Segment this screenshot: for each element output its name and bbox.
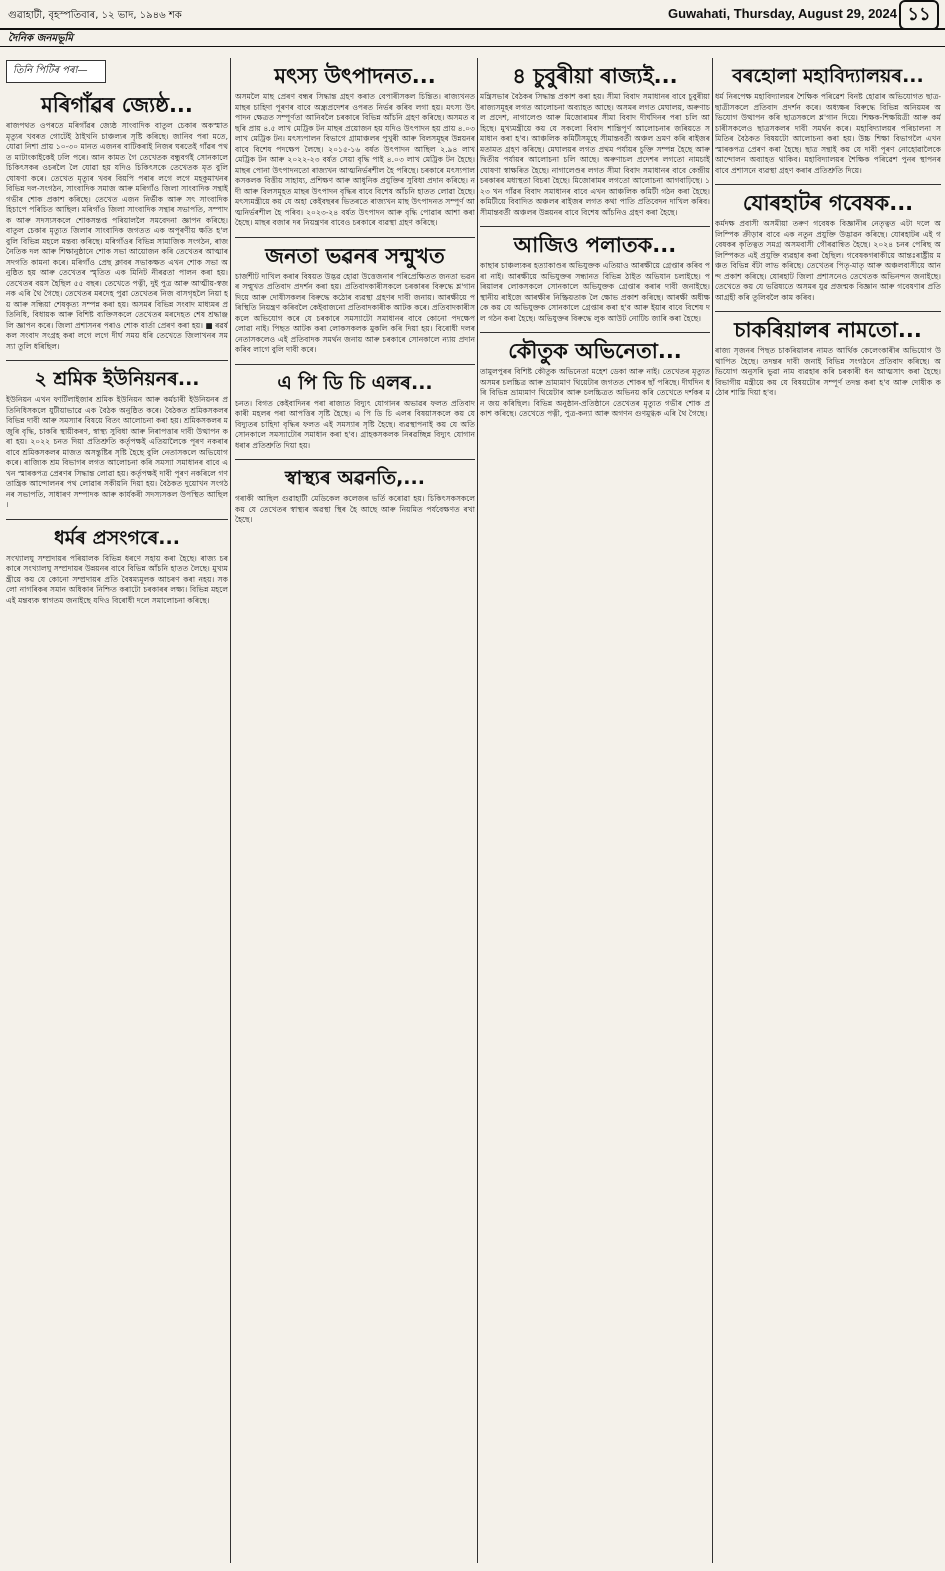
- article-body: ইউনিয়ন এখন ফাৰ্টিলাইজাৰ শ্ৰমিক ইউনিয়ন আৰু কৰ্মচাৰী ইউনিয়নৰ প্ৰতিনিধিসকলে যুটীয়াভাৱে এক বৈঠক অনুষ্ঠিত কৰে। বৈঠকত শ্ৰমিকসকলৰ বিভিন্ন দাবী আৰু সমস্যাৰ বিষয়ে বিতং আলোচনা কৰা হয়। শ্ৰমিকসকলৰ মজুৰি বৃদ্ধি, চাকৰি স্থায়ীকৰণ, স্বাস্থ্য সুবিধা আৰু নিৰাপত্তাৰ দাবী উত্থাপন কৰা হয়। ২০২২ চনত দিয়া প্ৰতিশ্ৰুতি কৰ্তৃপক্ষই এতিয়ালৈকে পূৰণ নকৰাৰ বাবে শ্ৰমিকসকলৰ মাজত অসন্তুষ্টিৰ সৃষ্টি হৈছে বুলি নেতাসকলে অভিযোগ কৰে। ৰাজ্যিক শ্ৰম বিভাগৰ লগত আলোচনা কৰি সমস্যা সমাধানৰ বাবে এখন স্মাৰকপত্ৰ প্ৰেৰণৰ সিদ্ধান্ত লোৱা হয়। কৰ্তৃপক্ষই দাবী পূৰণ নকৰিলে গণতান্ত্ৰিক আন্দোলনৰ পথ লোৱাৰ সকীয়নি দিয়া হয়। বৈঠকত দুয়োখন সংগঠনৰ সভাপতি, সাধাৰণ সম্পাদক আৰু কাৰ্যকৰী সদস্যসকল উপস্থিত আছিল।: [6, 395, 228, 509]
- article-headline: মৰিগাঁৱৰ জ্যেষ্ঠ...: [41, 93, 193, 117]
- article: [715, 191, 941, 303]
- article: [235, 466, 475, 526]
- article: [6, 93, 228, 352]
- date-english: Guwahati, Thursday, August 29, 2024: [667, 6, 897, 21]
- article-body: গৰাকী আছিল গুৱাহাটী মেডিকেল কলেজৰ ভৰ্তি কৰোৱা হয়। চিকিৎসকসকলে কয় যে তেখেতৰ স্বাস্থ্যৰ অৱস্থা স্থিৰ হৈ আছে আৰু নিয়মিত পৰ্যবেক্ষণত ৰখা হৈছে।: [235, 494, 475, 524]
- article: [235, 371, 475, 452]
- column-rule: [230, 58, 231, 1563]
- article-headline: চাকৰিয়ালৰ নামতো...: [734, 318, 922, 342]
- page-header: [0, 0, 945, 58]
- column-4: [715, 58, 941, 1563]
- divider: [235, 459, 475, 460]
- article: [6, 367, 228, 511]
- divider: [715, 311, 941, 312]
- article-headline: স্বাস্থ্যৰ অৱনতি,...: [285, 467, 425, 489]
- article-headline: ২ শ্ৰমিক ইউনিয়নৰ...: [34, 368, 200, 390]
- article: [480, 233, 710, 324]
- article-body: চাৰ্জশীট দাখিল কৰাৰ বিষয়ত উদ্ভৱ হোৱা উত্তেজনাৰ পৰিপ্ৰেক্ষিতত জনতা ভৱনৰ সন্মুখত প্ৰতিবাদ প্ৰদৰ্শন কৰা হয়। প্ৰতিবাদকাৰীসকলে চৰকাৰৰ বিৰুদ্ধে শ্ল'গান দিয়ে আৰু দোষীসকলৰ বিৰুদ্ধে কঠোৰ ব্যৱস্থা গ্ৰহণৰ দাবী জনায়। আৰক্ষীয়ে পৰিস্থিতি নিয়ন্ত্ৰণ কৰিবলৈ কেইবাজনো প্ৰতিবাদকাৰীক আটক কৰে। প্ৰতিবাদকাৰীসকলে অভিযোগ কৰে যে চৰকাৰে সমস্যাটো সমাধানৰ বাবে কোনো পদক্ষেপ লোৱা নাই। পিছত আটক কৰা লোকসকলক মুকলি কৰি দিয়া হয়। বিৰোধী দলৰ নেতাসকলেও এই প্ৰতিবাদক সমৰ্থন জনায় আৰু চৰকাৰে সোনকালে ন্যায় প্ৰদান কৰিব লাগে বুলি দাবী কৰে।: [235, 271, 475, 354]
- column-rule: [477, 58, 478, 1563]
- article-body: কাছাৰ চাঞ্চল্যকৰ হত্যাকাণ্ডৰ অভিযুক্তক এতিয়াও আৰক্ষীয়ে গ্ৰেপ্তাৰ কৰিব পৰা নাই। আৰক্ষীয়ে অভিযুক্তৰ সন্ধানত বিভিন্ন ঠাইত অভিযান চলাইছে। পৰিয়ালৰ লোকসকলে সোনকালে অভিযুক্তক গ্ৰেপ্তাৰ কৰাৰ দাবী জনাইছে। স্থানীয় ৰাইজে আৰক্ষীৰ নিষ্ক্ৰিয়তাক লৈ ক্ষোভ প্ৰকাশ কৰিছে। আৰক্ষী অধীক্ষকে কয় যে অভিযুক্তক সোনকালে গ্ৰেপ্তাৰ কৰা হ'ব আৰু ইয়াৰ বাবে বিশেষ দল গঠন কৰা হৈছে। অভিযুক্তৰ বিৰুদ্ধে লুক আউট নোটিচ জাৰি কৰা হৈছে।: [480, 261, 710, 323]
- article-body: ধৰ্ম নিৰপেক্ষ মহাবিদ্যালয়ৰ শৈক্ষিক পৰিৱেশ বিনষ্ট হোৱাৰ অভিযোগত ছাত্ৰ-ছাত্ৰীসকলে প্ৰতিবাদ প্ৰদৰ্শন কৰে। অধ্যক্ষৰ বিৰুদ্ধে বিভিন্ন অনিয়মৰ অভিযোগ উত্থাপন কৰি ছাত্ৰসকলে শ্ল'গান দিয়ে। শিক্ষক-শিক্ষয়িত্ৰী আৰু কৰ্মচাৰীসকলেও ছাত্ৰসকলৰ দাবী সমৰ্থন কৰে। মহাবিদ্যালয়ৰ পৰিচালনা সমিতিৰ বৈঠকত বিষয়টো আলোচনা কৰা হয়। উচ্চ শিক্ষা বিভাগলৈ এখন স্মাৰকপত্ৰ প্ৰেৰণ কৰা হৈছে। ছাত্ৰ সন্থাই কয় যে দাবী পূৰণ নোহোৱালৈকে আন্দোলন অব্যাহত থাকিব। মহাবিদ্যালয়ৰ শৈক্ষিক পৰিৱেশ পুনৰ স্থাপনৰ বাবে প্ৰশাসনে ব্যৱস্থা গ্ৰহণ কৰাৰ প্ৰতিশ্ৰুতি দিয়ে।: [715, 92, 941, 175]
- article-headline: আজিও পলাতক...: [513, 233, 677, 257]
- continued-tag: তিনি পিটিৰ পৰা—: [6, 60, 106, 83]
- article: [480, 339, 710, 420]
- article-headline: এ পি ডি চি এলৰ...: [277, 371, 433, 394]
- article: [715, 64, 941, 176]
- divider: [235, 237, 475, 238]
- article-body: ৰাজ্য সৃজনৰ পিছত চাকৰিয়ালৰ নামত আৰ্থিক কেলেংকাৰীৰ অভিযোগ উত্থাপিত হৈছে। তদন্তৰ দাবী জনাই বিভিন্ন সংগঠনে প্ৰতিবাদ কৰিছে। অভিযোগ অনুসৰি ভুৱা নাম ব্যৱহাৰ কৰি চৰকাৰী ধন আত্মসাৎ কৰা হৈছে। বিভাগীয় মন্ত্ৰীয়ে কয় যে বিষয়টোৰ সম্পূৰ্ণ তদন্ত কৰা হ'ব আৰু দোষীক কঠোৰ শাস্তি দিয়া হ'ব।: [715, 346, 941, 397]
- paper-name: দৈনিক জনমভূমি: [8, 33, 73, 44]
- article-body: চনত। বিগত কেইবাদিনৰ পৰা ৰাজ্যত বিদ্যুৎ যোগানৰ অভাৱৰ ফলত প্ৰতিবাদকাৰী মহলৰ পৰা আপত্তিৰ সৃষ্টি হৈছে। এ পি ডি চি এলৰ বিষয়াসকলে কয় যে বিদ্যুতৰ চাহিদা বৃদ্ধিৰ ফলত এই সমস্যাৰ সৃষ্টি হৈছে। ব্যৱস্থাপনাই কয় যে অতি সোনকালে সমস্যাটোৰ সমাধান কৰা হ'ব। গ্ৰাহকসকলক নিৰৱচ্ছিন্ন বিদ্যুৎ যোগান ধৰাৰ প্ৰতিশ্ৰুতি দিয়া হয়।: [235, 398, 475, 450]
- article: [235, 244, 475, 356]
- masthead: [0, 28, 945, 47]
- divider: [715, 184, 941, 185]
- column-1: [6, 58, 228, 1563]
- article: [235, 64, 475, 229]
- divider: [6, 519, 228, 520]
- column-rule: [712, 58, 713, 1563]
- article-body: অসমলৈ মাছ প্ৰেৰণ বন্ধৰ সিদ্ধান্ত গ্ৰহণ কৰাত বেপাৰীসকল চিন্তিত। ৰাজ্যখনত মাছৰ চাহিদা পূৰণৰ বাবে অন্ধ্ৰপ্ৰদেশৰ ওপৰত নিৰ্ভৰ কৰিব লগা হয়। মৎস্য উৎপাদন ক্ষেত্ৰত সম্পূৰ্ণতা আনিবলৈ চৰকাৰে বিভিন্ন আঁচনি গ্ৰহণ কৰিছে। অসমত বছৰি প্ৰায় ৪.৫ লাখ মেট্ৰিক টন মাছৰ প্ৰয়োজন হয় যদিও উৎপাদন হয় প্ৰায় ৪.০৩ লাখ মেট্ৰিক টন। মৎস্যপালন বিভাগে গ্ৰামাঞ্চলৰ পুখুৰী আৰু বিলসমূহৰ উন্নয়নৰ বাবে বিশেষ পদক্ষেপ লৈছে। ২০১৫-১৬ বৰ্ষত উৎপাদন আছিল ২.৯৪ লাখ মেট্ৰিক টন আৰু ২০২২-২৩ বৰ্ষত সেয়া বৃদ্ধি পাই ৪.০৩ লাখ মেট্ৰিক টন হৈছে। মাছৰ পোনা উৎপাদনতো ৰাজ্যখন আত্মনিৰ্ভৰশীল হৈ পৰিছে। চৰকাৰে মৎস্যপালকসকলক বিত্তীয় সাহায্য, প্ৰশিক্ষণ আৰু আধুনিক প্ৰযুক্তিৰ সুবিধা প্ৰদান কৰিছে। নদী আৰু বিলসমূহত মাছৰ উৎপাদন বৃদ্ধিৰ বাবে বিশেষ আঁচনি হাতত লোৱা হৈছে। মৎস্যমন্ত্ৰীয়ে কয় যে অহা কেইবছৰৰ ভিতৰতে ৰাজ্যখন মাছ উৎপাদনত সম্পূৰ্ণ আত্মনিৰ্ভৰশীল হৈ পৰিব। ২০২৩-২৪ বৰ্ষত উৎপাদন আৰু বৃদ্ধি পোৱাৰ আশা কৰা হৈছে। মাছৰ বজাৰ দৰ নিয়ন্ত্ৰণৰ বাবেও চৰকাৰে ব্যৱস্থা গ্ৰহণ কৰিছে।: [235, 92, 475, 227]
- divider: [6, 360, 228, 361]
- article-body: কৰ্মদক্ষ প্ৰবাসী অসমীয়া তৰুণ গবেষক বিজ্ঞানীৰ নেতৃত্বত এটা দলে অলিম্পিক ক্ৰীড়াৰ বাবে এক নতুন প্ৰযুক্তি উদ্ভাৱন কৰিছে। যোৰহাটৰ এই গবেষকৰ কৃতিত্বত সমগ্ৰ অসমবাসী গৌৰৱান্বিত হৈছে। ২০২৪ চনৰ পেৰিছ অলিম্পিকত এই প্ৰযুক্তি ব্যৱহাৰ কৰা হৈছিল। গবেষকগৰাকীয়ে আন্তঃৰাষ্ট্ৰীয় মঞ্চত বিভিন্ন বঁটা লাভ কৰিছে। তেখেতৰ পিতৃ-মাতৃ আৰু অঞ্চলবাসীয়ে আনন্দ প্ৰকাশ কৰিছে। যোৰহাট জিলা প্ৰশাসনেও তেখেতক অভিনন্দন জনাইছে। তেখেতে কয় যে ভৱিষ্যতে অসমৰ যুৱ প্ৰজন্মক বিজ্ঞান আৰু গবেষণাৰ প্ৰতি আগ্ৰহী কৰি তুলিবলৈ কাম কৰিব।: [715, 219, 941, 302]
- article-headline: যোৰহাটৰ গবেষক...: [742, 191, 914, 215]
- article-headline: মৎস্য উৎপাদনত...: [274, 64, 436, 88]
- article-body: ৰাজপথত ওপৰতে মৰিগাঁৱৰ জ্যেষ্ঠ সাংবাদিক বাতুল চেকাৰ অকস্মাত মৃত্যুৰ খবৰত গোটেই ঠাইখনি চাঞ্চল্যৰ সৃষ্টি কৰিছে। জানিব পৰা মতে, যোৱা নিশা প্ৰায় ১০-৩০ মানত এজনৰ বাটিকৰাই নিজৰ ঘৰতেই গাঁৱৰ পথত মাটাংকাইকেই ঢলি পৰে। আন কামত গৈ তেখেতক বন্ধুবৰ্গই সোনকালে চিকিৎসকৰ ওচৰলৈ লৈ যোৱা হয় যদিও চিকিৎসকে তেখেতক মৃত বুলি ঘোষণা কৰে। তেখেত মৃত্যুৰ খবৰ বিয়পি পৰাৰ লগে লগে মহকুমাখনৰ বিভিন্ন দল-সংগঠন, সাংবাদিক সমাজ আৰু মৰিগাঁও জিলা সাংবাদিক সন্থাই গভীৰ শোক প্ৰকাশ কৰিছে। তেখেত এজন নিৰ্ভীক আৰু সৎ সাংবাদিক হিচাপে পৰিচিত আছিল। মৰিগাঁও জিলা সাংবাদিক সন্থাৰ সভাপতি, সম্পাদক আৰু সদস্যসকলে শোকসন্তপ্ত পৰিয়াললৈ সমবেদনা জ্ঞাপন কৰিছে। বাতুল চেকাৰ মৃত্যুত জিলাৰ সাংবাদিক জগতত এক অপূৰণীয় ক্ষতি হ'ল বুলি বিভিন্ন মহলে মন্তব্য কৰিছে। মৰিগাঁওৰ বিভিন্ন সামাজিক সংগঠন, ৰাজনৈতিক দল আৰু শিক্ষানুষ্ঠানে শোক সভা আয়োজন কৰি তেখেতৰ আত্মাৰ সদগতি কামনা কৰে। মৰিগাঁও প্ৰেছ ক্লাবৰ সভাকক্ষত এখন শোক সভা অনুষ্ঠিত হয় আৰু তেখেতৰ স্মৃতিত এক মিনিট নীৰৱতা পালন কৰা হয়। তেখেতৰ বয়স হৈছিল ৫৫ বছৰ। তেখেতে পত্নী, দুই পুত্ৰ আৰু আত্মীয়-স্বজনক এৰি থৈ গৈছে। তেখেতৰ মৰদেহ পুৱা তেখেতৰ নিজ বাসগৃহলৈ নিয়া হয় আৰু সন্ধিয়া শেষকৃত্য সম্পন্ন কৰা হয়। অসমৰ বিভিন্ন সংবাদ মাধ্যমৰ প্ৰতিনিধি, বিধায়ক আৰু বিশিষ্ট ব্যক্তিসকলে তেখেতৰ মৰদেহত শেষ শ্ৰদ্ধাঞ্জলি জ্ঞাপন কৰে। জিলা প্ৰশাসনৰ পৰাও শোক বাৰ্তা প্ৰেৰণ কৰা হয়। ■ ৰৱৰ্ষকল সংবাদ সংগ্ৰহ কৰা লগে লগে দীৰ্ঘ সময় ধৰি তেখেতে জিলাখনৰ সমস্যা তুলি ধৰিছিল।: [6, 121, 228, 351]
- date-local: গুৱাহাটী, বৃহস্পতিবাৰ, ১২ ভাদ, ১৯৪৬ শক: [8, 10, 182, 21]
- article-headline: ধৰ্মৰ প্ৰসংগৰে...: [54, 526, 180, 549]
- article: [6, 526, 228, 607]
- article-body: তামুলপুৰৰ বিশিষ্ট কৌতুক অভিনেতা মহেশ ডেকা আৰু নাই। তেখেতৰ মৃত্যুত অসমৰ চলচ্চিত্ৰ আৰু ভ্ৰাম্যমাণ থিয়েটাৰ জগতত শোকৰ ছাঁ পৰিছে। দীৰ্ঘদিন ধৰি বিভিন্ন ভ্ৰাম্যমাণ থিয়েটাৰ আৰু চলচ্চিত্ৰত অভিনয় কৰি তেখেতে দৰ্শকৰ মন জয় কৰিছিল। বিভিন্ন অনুষ্ঠান-প্ৰতিষ্ঠানে তেখেতৰ মৃত্যুত গভীৰ শোক প্ৰকাশ কৰিছে। তেখেতে পত্নী, পুত্ৰ-কন্যা আৰু অগণন গুণমুগ্ধক এৰি থৈ গৈছে।: [480, 367, 710, 418]
- article: [480, 64, 710, 218]
- divider: [480, 332, 710, 333]
- page-number: ১১: [899, 0, 939, 30]
- column-3: [480, 58, 710, 1563]
- article: [715, 318, 941, 399]
- divider: [235, 364, 475, 365]
- article-body: সংখ্যালঘু সম্প্ৰদায়ৰ পৰিয়ালক বিভিন্ন ধৰণে সহায় কৰা হৈছে। ৰাজ্য চৰকাৰে সংখ্যালঘু সম্প্ৰদায়ৰ উন্নয়নৰ বাবে বিভিন্ন আঁচনি হাতত লৈছে। মুখ্যমন্ত্ৰীয়ে কয় যে কোনো সম্প্ৰদায়ৰ প্ৰতি বৈষম্যমূলক আচৰণ কৰা নহয়। সকলো নাগৰিকৰ সমান অধিকাৰ নিশ্চিত কৰাটো চৰকাৰৰ লক্ষ্য। বিভিন্ন মহলে এই মন্তব্যক স্বাগতম জনাইছে যদিও বিৰোধী দলে সমালোচনা কৰিছে।: [6, 553, 228, 605]
- divider: [480, 226, 710, 227]
- article-headline: ৪ চুবুৰীয়া ৰাজ্যই...: [512, 64, 678, 88]
- article-body: মন্ত্ৰিসভাৰ বৈঠকৰ সিদ্ধান্ত প্ৰকাশ কৰা হয়। সীমা বিবাদ সমাধানৰ বাবে চুবুৰীয়া ৰাজ্যসমূহৰ লগত আলোচনা অব্যাহত আছে। অসমৰ লগত মেঘালয়, অৰুণাচল প্ৰদেশ, নাগালেণ্ড আৰু মিজোৰামৰ সীমা বিবাদ দীৰ্ঘদিনৰ পৰা চলি আহিছে। মুখ্যমন্ত্ৰীয়ে কয় যে সকলো বিবাদ শান্তিপূৰ্ণ আলোচনাৰ জৰিয়তে সমাধান কৰা হ'ব। আঞ্চলিক কমিটীসমূহে সীমান্তবৰ্তী অঞ্চল ভ্ৰমণ কৰি ৰাইজৰ মতামত গ্ৰহণ কৰিছে। মেঘালয়ৰ লগত প্ৰথম পৰ্যায়ৰ চুক্তি সম্পন্ন হৈছে আৰু দ্বিতীয় পৰ্যায়ৰ আলোচনা চলি আছে। অৰুণাচল প্ৰদেশৰ লগতো নামচাই ঘোষণা স্বাক্ষৰিত হৈছে। নাগালেণ্ডৰ লগত সীমা বিবাদ সমাধানৰ বাবে কেন্দ্ৰীয় চৰকাৰৰ মধ্যস্থতা বিচৰা হৈছে। মিজোৰামৰ লগতো আলোচনা আগবাঢ়িছে। ১২৩ খন গাঁৱৰ বিবাদ সমাধানৰ বাবে এখন আঞ্চলিক কমিটী গঠন কৰা হৈছে। কমিটীয়ে বিবাদিত অঞ্চলৰ ৰাইজৰ লগত কথা পাতি প্ৰতিবেদন দাখিল কৰিব। সীমান্তবৰ্তী অঞ্চলৰ উন্নয়নৰ বাবে বিশেষ আঁচনিও গ্ৰহণ কৰা হৈছে।: [480, 92, 710, 217]
- column-2: [235, 58, 475, 1563]
- article-headline: বৰহোলা মহাবিদ্যালয়ৰ...: [732, 65, 924, 87]
- article-headline: জনতা ভৱনৰ সন্মুখত: [265, 243, 445, 268]
- article-headline: কৌতুক অভিনেতা...: [508, 339, 682, 363]
